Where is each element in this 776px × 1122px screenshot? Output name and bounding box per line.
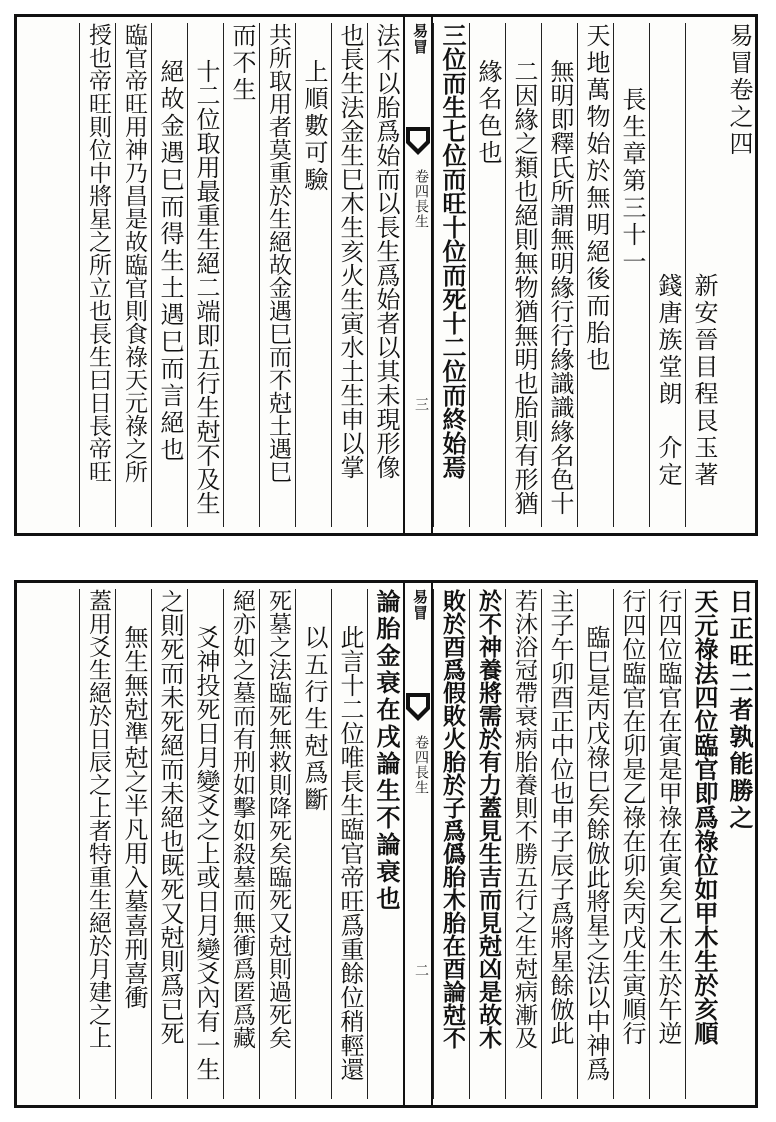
- column-text: 敗於酉爲假敗火胎於子爲僞胎木胎在酉論尅不: [439, 589, 466, 1049]
- column-text: 共所取用者莫重於生絕故金遇巳而不尅土遇巳: [265, 23, 291, 483]
- column-text: 三位而生七位而旺十位而死十二位而終始焉: [438, 23, 467, 479]
- column-text: 此言十二位唯長生臨官帝旺爲重餘位稍輕還: [336, 625, 364, 1081]
- gutter-folio: 二: [413, 963, 429, 977]
- text-column: [367, 589, 403, 1099]
- text-column: [433, 23, 469, 527]
- text-column: [649, 589, 685, 1099]
- text-column: [259, 589, 295, 1099]
- text-column: [223, 23, 259, 527]
- text-column: [469, 23, 505, 527]
- column-text: 臨官帝旺用神乃昌是故臨官則食祿天元祿之所: [121, 23, 147, 483]
- column-text: 論胎金衰在戌論生不論衰也: [372, 589, 401, 913]
- gutter-book-title: 易冒: [411, 23, 429, 55]
- text-column: [685, 23, 721, 527]
- text-column: [295, 589, 331, 1099]
- text-column: [331, 23, 367, 527]
- text-column: [367, 23, 403, 527]
- text-column: [433, 589, 469, 1099]
- page-top: [14, 14, 758, 536]
- text-column: [223, 589, 259, 1099]
- column-text: 主子午卯酉正中位也申子辰子爲將星餘倣此: [546, 589, 574, 1045]
- text-column: [115, 23, 151, 527]
- column-text: 日正旺二者孰能勝之: [725, 589, 754, 832]
- column-text: 死墓之法臨死無救則降死矣臨死又尅則過死矣: [265, 589, 291, 1049]
- text-column: [331, 589, 367, 1099]
- column-text: 行四位臨官在卯是乙祿在卯矣丙戊生寅順行: [618, 589, 646, 1045]
- column-text: 行四位臨官在寅是甲祿在寅矣乙木生於午逆: [654, 589, 682, 1045]
- text-column: [505, 23, 541, 527]
- fish-tail-icon: [405, 691, 431, 731]
- column-text: 蓋用爻生絕於日辰之上者特重生絕於月建之上: [85, 589, 111, 1049]
- text-column: [151, 23, 187, 527]
- column-text: 以五行生尅爲斷: [300, 625, 328, 814]
- column-text: 爻神投死日月變爻之上或日月變爻內有一生: [192, 625, 220, 1081]
- gutter-chapter: 卷四長生: [413, 735, 429, 795]
- text-column: [151, 589, 187, 1099]
- center-gutter: [403, 583, 433, 1105]
- column-text: 長生章第三十一: [618, 87, 646, 276]
- column-text: 緣名色也: [474, 59, 502, 167]
- text-column: [295, 23, 331, 527]
- text-column: [115, 589, 151, 1099]
- text-column: [577, 23, 613, 527]
- fish-tail-icon: [405, 125, 431, 165]
- column-text: 法不以胎爲始而以長生爲始者以其未現形像: [372, 23, 400, 479]
- text-column: [577, 589, 613, 1099]
- text-column: [79, 589, 115, 1099]
- column-text: 無生無尅準尅之半凡用入墓喜刑喜衝: [120, 625, 148, 1009]
- column-text: 二因緣之類也絕則無物猶無明也胎則有形猶: [510, 59, 538, 515]
- column-text: 天地萬物始於無明絕後而胎也: [582, 23, 610, 374]
- column-text: 臨巳是丙戊祿巳矣餘倣此將星之法以中神爲: [582, 625, 610, 1081]
- text-column: [79, 23, 115, 527]
- text-column: [649, 23, 685, 527]
- column-text: 若沐浴冠帶衰病胎養則不勝五行之生尅病漸及: [511, 589, 537, 1049]
- text-column: [259, 23, 295, 527]
- gutter-book-title: 易冒: [411, 589, 429, 621]
- column-text: 也長生法金生巳木生亥火生寅水土生申以掌: [336, 23, 364, 479]
- page-bottom: [14, 580, 758, 1108]
- column-text: 無明即釋氏所謂無明緣行行緣識識緣名色十: [546, 59, 574, 515]
- column-text: 天元祿法四位臨官即爲祿位如甲木生於亥順: [690, 589, 719, 1045]
- column-text: 授也帝旺則位中將星之所立也長生曰日長帝旺: [85, 23, 111, 483]
- column-text: 而不生: [228, 23, 256, 104]
- column-text: 易冒卷之四: [725, 23, 753, 158]
- column-text: 新安晉目程艮玉著: [690, 273, 718, 489]
- text-column: [541, 23, 577, 527]
- text-column: [721, 589, 757, 1099]
- text-column: [469, 589, 505, 1099]
- column-text: 上順數可驗: [300, 59, 328, 194]
- column-text: 之則死而未死絕而未絕也既死又尅則爲已死: [156, 589, 184, 1045]
- text-column: [187, 23, 223, 527]
- text-column: [541, 589, 577, 1099]
- text-column: [685, 589, 721, 1099]
- column-text: 絕故金遇巳而得生土遇巳而言絕也: [156, 59, 184, 464]
- text-column: [505, 589, 541, 1099]
- center-gutter: [403, 17, 433, 533]
- column-text: 絕亦如之墓而有刑如擊如殺墓而無衝爲匿爲藏: [229, 589, 255, 1049]
- gutter-folio: 三: [413, 397, 429, 411]
- column-text: 十二位取用最重生絕二端即五行生尅不及生: [192, 59, 220, 515]
- text-column: [613, 589, 649, 1099]
- column-text: 錢唐族堂朗 介定: [654, 273, 682, 489]
- gutter-chapter: 卷四長生: [413, 169, 429, 229]
- text-column: [187, 589, 223, 1099]
- text-column: [613, 23, 649, 527]
- text-column: [721, 23, 757, 527]
- column-text: 於不神養將需於有力蓋見生吉而見尅凶是故木: [475, 589, 502, 1049]
